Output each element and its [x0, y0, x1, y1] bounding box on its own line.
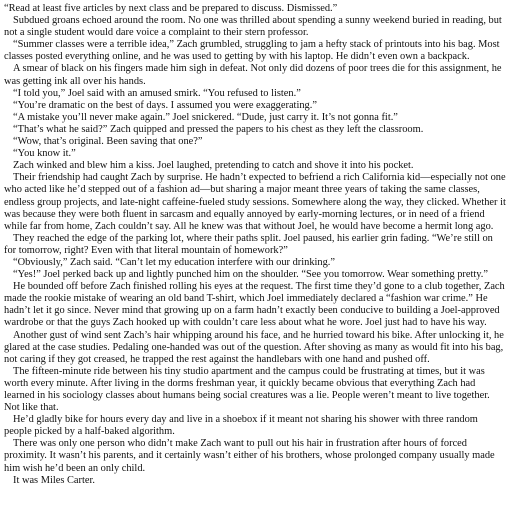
- paragraph-shoebox: He’d gladly bike for hours every day and live in a shoebox if it meant not sharing his shower with three random people picked by a half-baked algorithm.: [4, 414, 478, 438]
- paragraph-dismissal-quote: “Read at least five articles by next class and be prepared to discuss. Dismissed.”: [4, 3, 338, 14]
- paragraph-miles-carter: It was Miles Carter.: [13, 474, 95, 486]
- paragraph-one-person: There was only one person who didn’t make Zach want to pull out his hair in frustration after hours of forced proximity. It wasn’t his parents, and it certainly wasn’t either of his brothers, whose prolonged company usually made him wish he’d been an only child.: [4, 438, 495, 474]
- paragraph-bike-ride: The fifteen-minute ride between his tiny studio apartment and the campus could be frustrating at times, but it was worth every minute. After living in the dorms freshman year, it quickly became obvious that everything Zach had learned in his sociology classes about humans being social creatures was a lie. People weren’t meant to live together. Not like that.: [4, 365, 490, 414]
- paragraph-wink: Zach winked and blew him a kiss. Joel laughed, pretending to catch and shove it into his pocket.: [13, 160, 414, 172]
- paragraph-yes: “Yes!” Joel perked back up and lightly punched him on the shoulder. “See you tomorrow. Wear something pretty.”: [13, 269, 489, 281]
- paragraph-summer-classes: “Summer classes were a terrible idea,” Zach grumbled, struggling to jam a hefty stack of printouts into his bag. Most classes posted everything online, and he was used to getting by with his laptop. He didn’t even own a backpack.: [4, 39, 500, 63]
- paragraph-original: “Wow, that’s original. Been saving that one?”: [13, 136, 203, 148]
- paragraph-ink-smear: A smear of black on his fingers made him sigh in defeat. Not only did dozens of poor trees die for this assignment, he was getting ink all over his hands.: [4, 63, 502, 87]
- paragraph-parking-lot: They reached the edge of the parking lot, where their paths split. Joel paused, his earlier grin fading. “We’re still on for tomorrow, right? Even with that literal mountain of homework?”: [4, 232, 493, 256]
- paragraph-mistake: “A mistake you’ll never make again.” Joel snickered. “Dude, just carry it. It’s not gonna fit.”: [13, 111, 398, 123]
- paragraph-you-know-it: “You know it.”: [13, 148, 76, 160]
- paragraph-bounded-off: He bounded off before Zach finished rolling his eyes at the request. The first time they’d gone to a club together, Zach made the rookie mistake of wearing an old band T-shirt, which Joel immediately declared a “fashion war crime.” He hadn’t let it go since. Never mind that growing up on a farm hadn’t exactly been conducive to building a Joel-approved wardrobe or that the guys Zach hooked up with couldn’t care less about what he wore. Joel just had to have his way.: [4, 281, 505, 329]
- paragraph-friendship: Their friendship had caught Zach by surprise. He hadn’t expected to befriend a rich California kid—especially not one who acted like he’d stepped out of a fashion ad—but sharing a major meant three years of taking the same classes, endless group projects, and late-night caffeine-fueled study sessions. Somewhere along the way, they clicked. Whether it was because they were both fluent in sarcasm and equally annoyed by early-morning lectures, or in need of a friend while far from home, Zach couldn’t say. All he knew was that without Joel, he would have become a hermit long ago.: [4, 172, 506, 232]
- paragraph-obviously: “Obviously,” Zach said. “Can’t let my education interfere with our drinking.”: [13, 256, 336, 268]
- paragraph-dramatic: “You’re dramatic on the best of days. I assumed you were exaggerating.”: [13, 99, 317, 111]
- paragraph-gust-of-wind: Another gust of wind sent Zach’s hair whipping around his face, and he hurried toward his bike. After unlocking it, he glared at the case studies. Pedaling one-handed was out of the question. After shoving as many as would fit into his bag, not caring if they got creased, he trapped the rest against the handlebars with one hand and pushed off.: [4, 329, 504, 365]
- paragraph-quip: “That’s what he said?” Zach quipped and pressed the papers to his chest as they left the classroom.: [13, 123, 424, 135]
- paragraph-i-told-you: “I told you,” Joel said with an amused smirk. “You refused to listen.”: [13, 87, 301, 99]
- paragraph-groans: Subdued groans echoed around the room. No one was thrilled about spending a sunny weekend buried in reading, but not a single student would dare voice a complaint to their stern professor.: [4, 15, 502, 39]
